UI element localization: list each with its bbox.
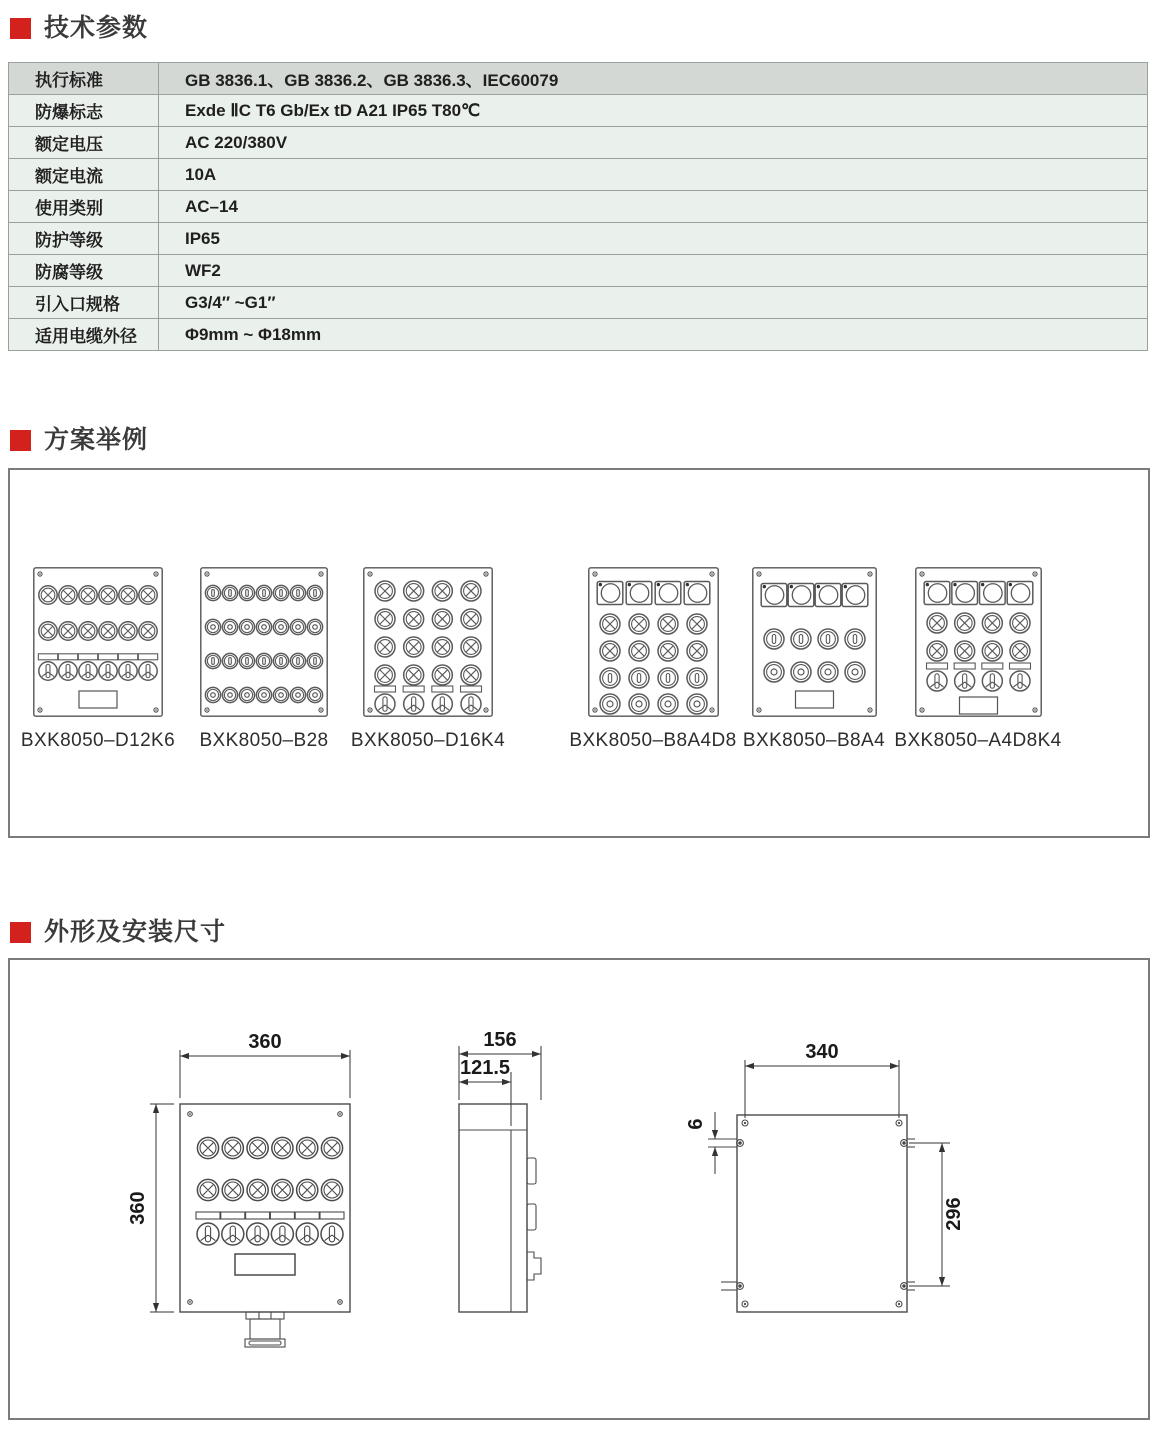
dim-label-front-width: 360	[248, 1031, 282, 1053]
front-cable-gland	[245, 1312, 285, 1347]
spec-value: IP65	[159, 223, 1148, 255]
scheme-panel-drawing-5	[752, 567, 877, 717]
scheme-panel-drawing-3	[363, 567, 493, 717]
scheme-panel-drawing-4	[588, 567, 719, 717]
spec-label: 执行标准	[9, 63, 159, 95]
front-view	[127, 1031, 350, 1347]
spec-value: G3/4″ ~G1″	[159, 287, 1148, 319]
spec-label: 防腐等级	[9, 255, 159, 287]
spec-row	[9, 287, 1148, 319]
spec-table	[8, 62, 1148, 351]
spec-label: 额定电流	[9, 159, 159, 191]
scheme-panel-drawing-6	[915, 567, 1042, 717]
dimensions-box	[8, 958, 1150, 1420]
scheme-panel-label: BXK8050–B8A4	[742, 730, 886, 751]
mount-height-dimension	[909, 1143, 965, 1286]
scheme-panel-label: BXK8050–A4D8K4	[894, 730, 1062, 751]
spec-label: 防护等级	[9, 223, 159, 255]
spec-value: 10A	[159, 159, 1148, 191]
dim-label-front-height: 360	[127, 1191, 149, 1225]
dim-label-side-depth: 156	[483, 1029, 517, 1051]
section-title: 技术参数	[44, 14, 149, 42]
dimension-drawing	[10, 960, 1148, 1418]
spec-label: 额定电压	[9, 127, 159, 159]
spec-row	[9, 159, 1148, 191]
spec-row	[9, 95, 1148, 127]
scheme-panel-label: BXK8050–B28	[199, 730, 329, 751]
red-square-bullet-icon	[10, 922, 31, 943]
side-view	[459, 1029, 541, 1312]
spec-label: 适用电缆外径	[9, 319, 159, 351]
spec-label: 使用类别	[9, 191, 159, 223]
red-square-bullet-icon	[10, 18, 31, 39]
section-header-specs	[10, 16, 148, 41]
front-width-dimension	[180, 1031, 350, 1098]
front-height-dimension	[127, 1104, 174, 1312]
spec-row	[9, 127, 1148, 159]
scheme-panel-drawing-1	[33, 567, 163, 717]
spec-row	[9, 191, 1148, 223]
spec-row	[9, 223, 1148, 255]
spec-row	[9, 319, 1148, 351]
spec-value: WF2	[159, 255, 1148, 287]
spec-row	[9, 255, 1148, 287]
section-header-dimensions	[10, 920, 226, 945]
dim-label-mount-height: 296	[943, 1197, 965, 1231]
scheme-panel-label: BXK8050–D16K4	[350, 730, 506, 751]
scheme-panel-label: BXK8050–B8A4D8	[569, 730, 737, 751]
section-title: 外形及安装尺寸	[44, 918, 227, 946]
spec-value: Exde ⅡC T6 Gb/Ex tD A21 IP65 T80℃	[159, 95, 1148, 127]
section-header-schemes	[10, 428, 148, 453]
spec-value: Φ9mm ~ Φ18mm	[159, 319, 1148, 351]
spec-value: AC–14	[159, 191, 1148, 223]
mount-width-dimension	[745, 1041, 899, 1118]
section-title: 方案举例	[44, 426, 149, 454]
spec-value: AC 220/380V	[159, 127, 1148, 159]
dim-label-side-cover: 121.5	[459, 1057, 511, 1079]
mounting-view	[685, 1041, 965, 1312]
scheme-panel-label: BXK8050–D12K6	[20, 730, 176, 751]
mount-edge-dimension	[685, 1112, 718, 1174]
scheme-panel-drawing-2	[200, 567, 328, 717]
spec-label: 引入口规格	[9, 287, 159, 319]
spec-label: 防爆标志	[9, 95, 159, 127]
dim-label-mount-width: 340	[805, 1041, 839, 1063]
spec-value: GB 3836.1、GB 3836.2、GB 3836.3、IEC60079	[159, 63, 1148, 95]
scheme-examples-box	[8, 468, 1150, 838]
spec-row	[9, 63, 1148, 95]
red-square-bullet-icon	[10, 430, 31, 451]
dim-label-mount-edge: 6	[685, 1118, 707, 1130]
